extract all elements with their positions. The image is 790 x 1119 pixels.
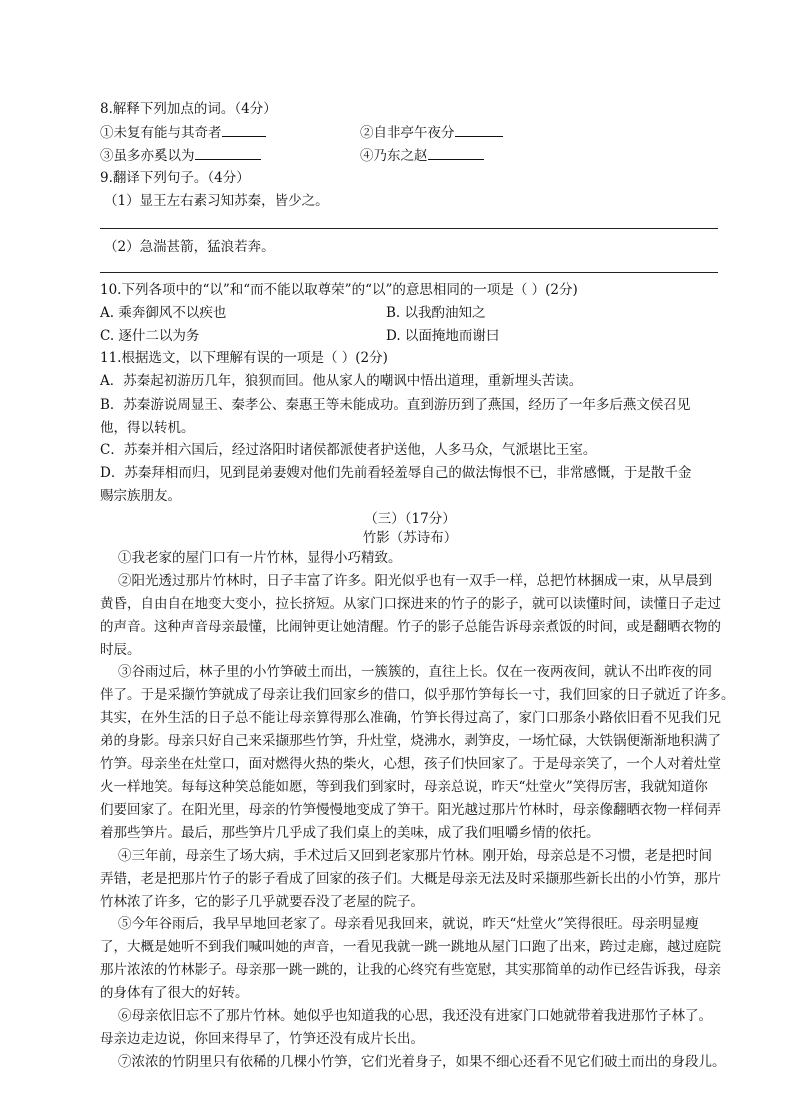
passage-line: 母亲边走边说，你回来得早了，竹笋还没有成片长出。 [100, 1031, 424, 1047]
passage-line: ③谷雨过后，林子里的小竹笋破土而出，一簇簇的，直往上长。仅在一夜两夜间，就认不出昨夜的同 [118, 664, 712, 680]
q8-item-1-text: ①未复有能与其奇者 [100, 125, 222, 141]
q9-sentence-2: （2）急湍甚箭，猛浪若奔。 [104, 239, 275, 255]
q8-item-3-text: ③虽多亦奚以为 [100, 148, 195, 164]
section-heading: （三）（17分） [364, 511, 456, 527]
q10-title: 10.下列各项中的“以”和“而不能以取尊荣”的“以”的意思相同的一项是（ ）(2分) [100, 282, 578, 298]
passage-line: 竹林浓了许多，它的影子几乎就要吞没了老屋的院子。 [100, 894, 424, 910]
passage-line: ④三年前，母亲生了场大病，手术过后又回到老家那片竹林。刚开始，母亲总是不习惯，老是把时间 [118, 848, 712, 864]
passage-line: 的声音。这种声音母亲最懂，比闹钟更让她清醒。竹子的影子总能告诉母亲煮饭的时间，或是翻晒衣物的 [100, 619, 721, 635]
answer-line[interactable] [100, 228, 718, 229]
answer-line[interactable] [100, 272, 718, 273]
answer-blank[interactable] [455, 121, 503, 137]
passage-line: 弄错，老是把那片竹子的影子看成了回家的孩子们。大概是母亲无法及时采撷那些新长出的小竹笋，那片 [100, 871, 721, 887]
q8-item-4 [360, 144, 790, 167]
q9-title: 9.翻译下列句子。（4分） [100, 170, 250, 186]
passage-line: ⑥母亲依旧忘不了那片竹林。她似乎也知道我的心思，我还没有进家门口她就带着我进那竹子林了。 [118, 1008, 712, 1024]
q10-option-b: B. 以我酌油知之 [386, 305, 486, 321]
q8-item-2-text: ②自非亭午夜分 [360, 125, 455, 141]
passage-line: 着那些笋片。最后，那些笋片几乎成了我们桌上的美味，成了我们咀嚼乡情的依托。 [100, 825, 600, 841]
passage-line: 们要回家了。在阳光里，母亲的竹笋慢慢地变成了笋干。阳光越过那片竹林时，母亲像翻晒衣物一样伺弄 [100, 802, 721, 818]
answer-blank[interactable] [222, 121, 266, 137]
passage-line: 那片浓浓的竹林影子。母亲那一跳一跳的，让我的心终究有些宽慰，其实那简单的动作已经告诉我，母亲 [100, 962, 721, 978]
passage-title: 竹影（苏诗布） [362, 530, 458, 546]
passage-line: 了，大概是她听不到我们喊叫她的声音，一看见我就一跳一跳地从屋门口跑了出来，跨过走廊，越过庭院 [100, 939, 721, 955]
q9-sentence-1: （1）显王左右素习知苏秦，皆少之。 [104, 193, 329, 209]
q11-option-b-cont: 他，得以转机。 [100, 420, 195, 436]
q11-title: 11.根据选文，以下理解有误的一项是（ ）(2分) [100, 350, 388, 366]
answer-blank[interactable] [428, 144, 484, 160]
passage-line: ⑦浓浓的竹阴里只有依稀的几棵小竹笋，它们光着身子，如果不细心还看不见它们破土而出的身段儿。 [118, 1054, 726, 1070]
q11-option-a: A．苏秦起初游历几年，狼狈而回。他从家人的嘲讽中悟出道理，重新埋头苦读。 [100, 373, 583, 389]
answer-blank[interactable] [195, 144, 261, 160]
passage-line: 弟的身影。母亲只好自己来采撷那些竹笋，升灶堂，烧沸水，剥笋皮，一场忙碌，大铁锅便渐渐地积满了 [100, 733, 721, 749]
passage-line: 其实，在外生活的日子总不能让母亲算得那么准确，竹笋长得过高了，家门口那条小路依旧看不见我们兄 [100, 710, 721, 726]
q11-option-b: B．苏秦游说周显王、秦孝公、秦惠王等未能成功。直到游历到了燕国，经历了一年多后燕文侯召见 [100, 397, 691, 413]
q11-option-c: C．苏秦并相六国后，经过洛阳时诸侯都派使者护送他，人多马众，气派堪比王室。 [100, 442, 597, 458]
passage-line: 时辰。 [100, 642, 141, 658]
q10-option-a: A. 乘奔御风不以疾也 [100, 305, 227, 321]
q11-option-d: D．苏秦拜相而归，见到昆弟妻嫂对他们先前看轻羞辱自己的做法悔恨不已，非常感慨，于是散千金 [100, 465, 692, 481]
passage-line: ②阳光透过那片竹林时，日子丰富了许多。阳光似乎也有一双手一样，总把竹林捆成一束，从早晨到 [118, 573, 712, 589]
q8-title: 8.解释下列加点的词。（4分） [100, 101, 277, 117]
passage-line: 黄昏，自由自在地变大变小，拉长挤短。从家门口探进来的竹子的影子，就可以读懂时间，读懂日子走过 [100, 596, 721, 612]
passage-line: 的身体有了很大的好转。 [100, 985, 249, 1001]
passage-line: 竹笋。母亲坐在灶堂口，面对燃得火热的柴火，心想，孩子们快回家了。于是母亲笑了，一个人对着灶堂 [100, 756, 721, 772]
q10-option-d: D. 以面掩地而谢曰 [386, 328, 500, 344]
q10-option-c: C. 逐什二以为务 [100, 328, 200, 344]
passage-line: 火一样地笑。每每这种笑总能如愿，等到我们到家时，母亲总说，昨天“灶堂火”笑得厉害，我就知道你 [100, 779, 708, 795]
q11-option-d-cont: 赐宗族朋友。 [100, 488, 181, 504]
passage-line: ①我老家的屋门口有一片竹林，显得小巧精致。 [118, 550, 402, 566]
passage-line: ⑤今年谷雨后，我早早地回老家了。母亲看见我回来，就说，昨天“灶堂火”笑得很旺。母亲明显瘦 [118, 916, 699, 932]
passage-line: 伴了。于是采撷竹笋就成了母亲让我们回家乡的借口，似乎那竹笋每长一寸，我们回家的日子就近了许多。 [100, 687, 735, 703]
q8-item-2 [360, 121, 790, 144]
q8-item-4-text: ④乃东之赵 [360, 148, 428, 164]
